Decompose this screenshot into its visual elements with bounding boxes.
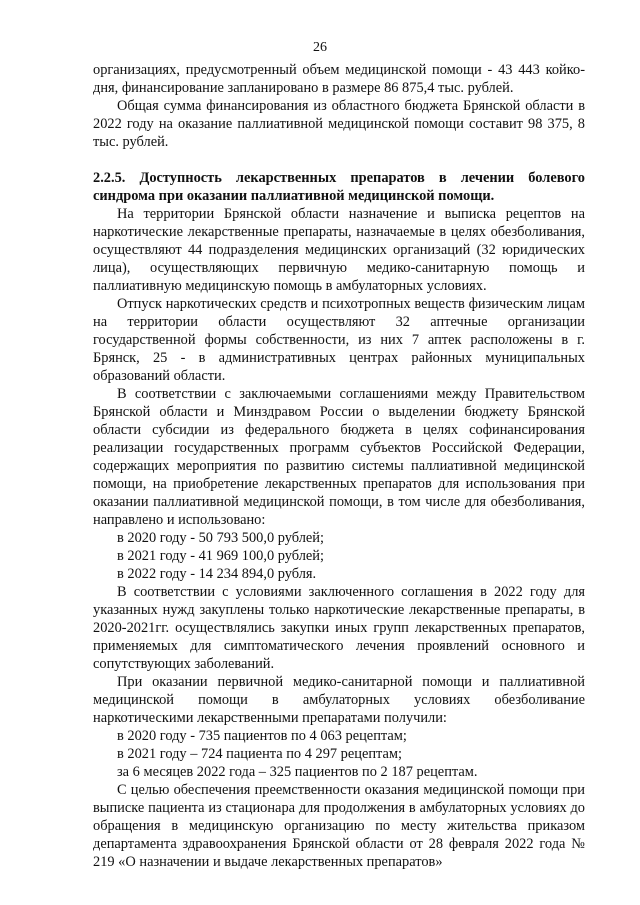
paragraph: В соответствии с заключаемыми соглашениями между Правительством Брянской области и Минздравом России о выделении бюджету Брянской области субсидии из федерального бюджета в целях софинансирования реализации государственных программ субъектов Российской Федерации, содержащих мероприятия по развитию системы паллиативной медицинской помощи, на приобретение лекарственных препаратов для использования при оказании паллиативной медицинской помощи, в том числе для обезболивания, направлено и использовано: (93, 386, 585, 528)
section-heading: 2.2.5. Доступность лекарственных препаратов в лечении болевого синдрома при оказании паллиативной медицинской помощи. (93, 170, 585, 204)
paragraph: С целью обеспечения преемственности оказания медицинской помощи при выписке пациента из стационара для продолжения в амбулаторных условиях до обращения в медицинскую организацию по месту жительства приказом департамента здравоохранения Брянской области от 28 февраля 2022 года № 219 «О назначении и выдаче лекарственных препаратов» (93, 782, 585, 870)
paragraph: При оказании первичной медико-санитарной помощи и паллиативной медицинской помощи в амбулаторных условиях обезболивание наркотическими лекарственными препаратами получили: (93, 674, 585, 726)
list-item: в 2021 году – 724 пациента по 4 297 рецептам; (117, 746, 403, 762)
list-item: за 6 месяцев 2022 года – 325 пациентов по 2 187 рецептам. (117, 764, 478, 780)
page-number: 26 (313, 40, 327, 55)
section-gap (93, 151, 585, 169)
paragraph: В соответствии с условиями заключенного соглашения в 2022 году для указанных нужд закуплены только наркотические лекарственные препараты, в 2020-2021гг. осуществлялись закупки иных групп лекарственных препаратов, применяемых для симптоматического лечения проявлений основного и сопутствующих заболеваний. (93, 584, 585, 672)
paragraph: организациях, предусмотренный объем медицинской помощи - 43 443 койко-дня, финансирование запланировано в размере 86 875,4 тыс. рублей. (93, 62, 585, 96)
document-body (93, 61, 585, 871)
paragraph: На территории Брянской области назначение и выписка рецептов на наркотические лекарственные препараты, назначаемые в целях обезболивания, осуществляют 44 подразделения медицинских организаций (32 юридических лица), осуществляющих первичную медико-санитарную помощь и паллиативную медицинскую помощь в амбулаторных условиях. (93, 206, 585, 294)
list-item: в 2022 году - 14 234 894,0 рубля. (117, 566, 317, 582)
list-item: в 2021 году - 41 969 100,0 рублей; (117, 548, 324, 564)
paragraph: Отпуск наркотических средств и психотропных веществ физическим лицам на территории области осуществляют 32 аптечные организации государственной формы собственности, из них 7 аптек расположены в г. Брянск, 25 - в административных центрах районных муниципальных образований области. (93, 296, 585, 384)
paragraph: Общая сумма финансирования из областного бюджета Брянской области в 2022 году на оказание паллиативной медицинской помощи составит 98 375, 8 тыс. рублей. (93, 98, 585, 150)
list-item: в 2020 году - 735 пациентов по 4 063 рецептам; (117, 728, 407, 744)
list-item: в 2020 году - 50 793 500,0 рублей; (117, 530, 324, 546)
